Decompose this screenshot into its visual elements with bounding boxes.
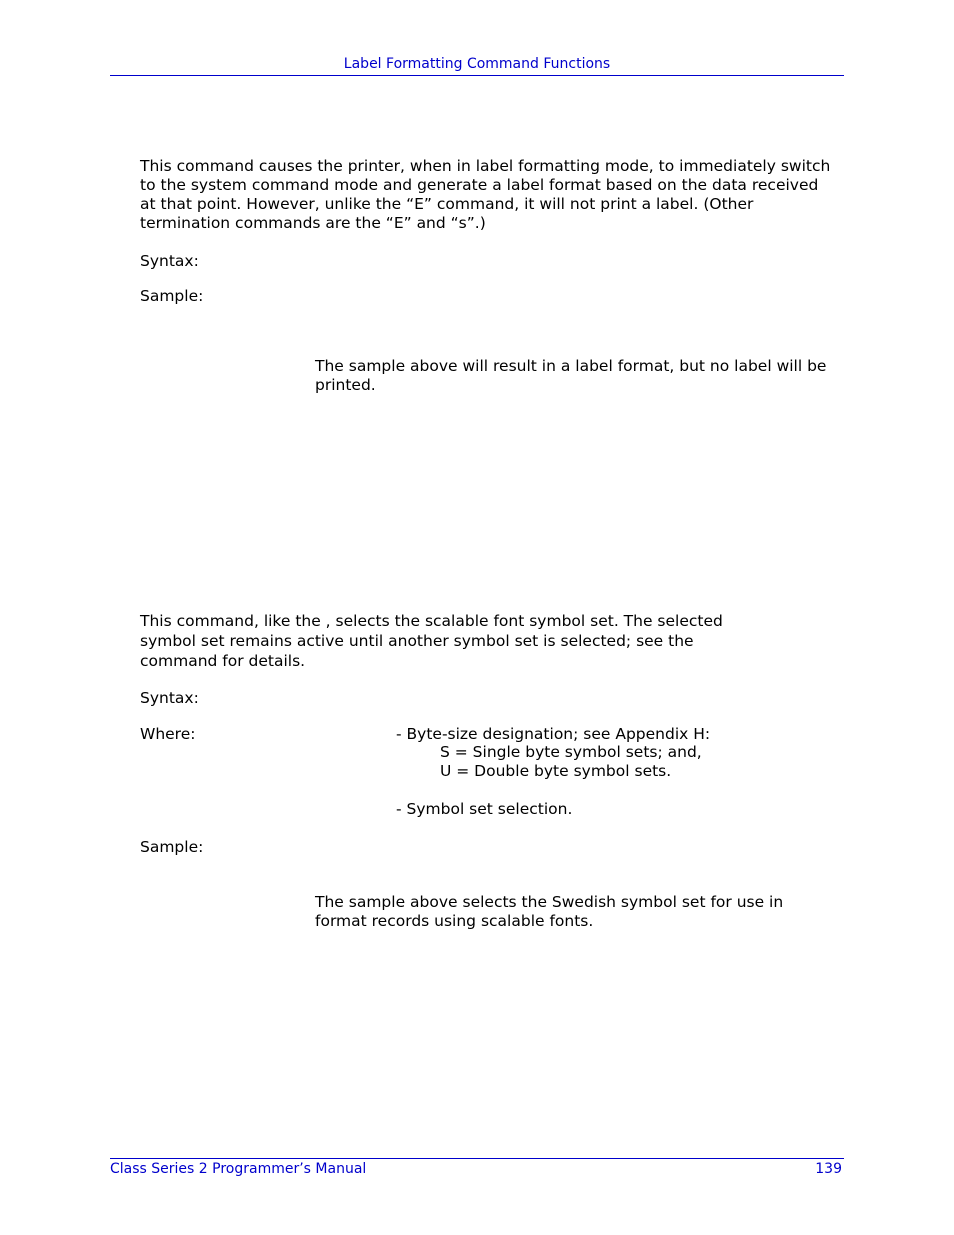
section1-sample-note: The sample above will result in a label format, but no label will be printed. [315, 357, 827, 394]
section1-description: This command causes the printer, when in label formatting mode, to immediately switch to the system command mode and generate a label format based on the data received at that point. However, unlike the “E” command, it will not print a label. (Other termination commands are the “E” and “s”.) [140, 157, 831, 232]
footer-rule [110, 1158, 844, 1159]
running-header: Label Formatting Command Functions [343, 56, 611, 72]
page-number: 139 [815, 1161, 842, 1177]
footer-manual-title: Class Series 2 Programmer’s Manual [110, 1161, 367, 1177]
param1-option-double: U = Double byte symbol sets. [440, 762, 672, 780]
param1-option-single: S = Single byte symbol sets; and, [440, 743, 702, 761]
param2-description: - Symbol set selection. [396, 800, 573, 818]
section2-syntax-label: Syntax: [140, 689, 199, 707]
section2-sample-label: Sample: [140, 838, 204, 856]
header-rule [110, 75, 844, 76]
param1-description: - Byte-size designation; see Appendix H: [396, 725, 711, 743]
section1-sample-label: Sample: [140, 287, 204, 305]
section2-sample-note: The sample above selects the Swedish symbol set for use in format records using scalable fonts. [315, 893, 784, 930]
section1-syntax-label: Syntax: [140, 252, 199, 270]
section2-where-label: Where: [140, 725, 196, 743]
section2-description: This command, like the , selects the scalable font symbol set. The selected symbol set remains active until another symbol set is selected; see the command for details. [140, 612, 723, 670]
